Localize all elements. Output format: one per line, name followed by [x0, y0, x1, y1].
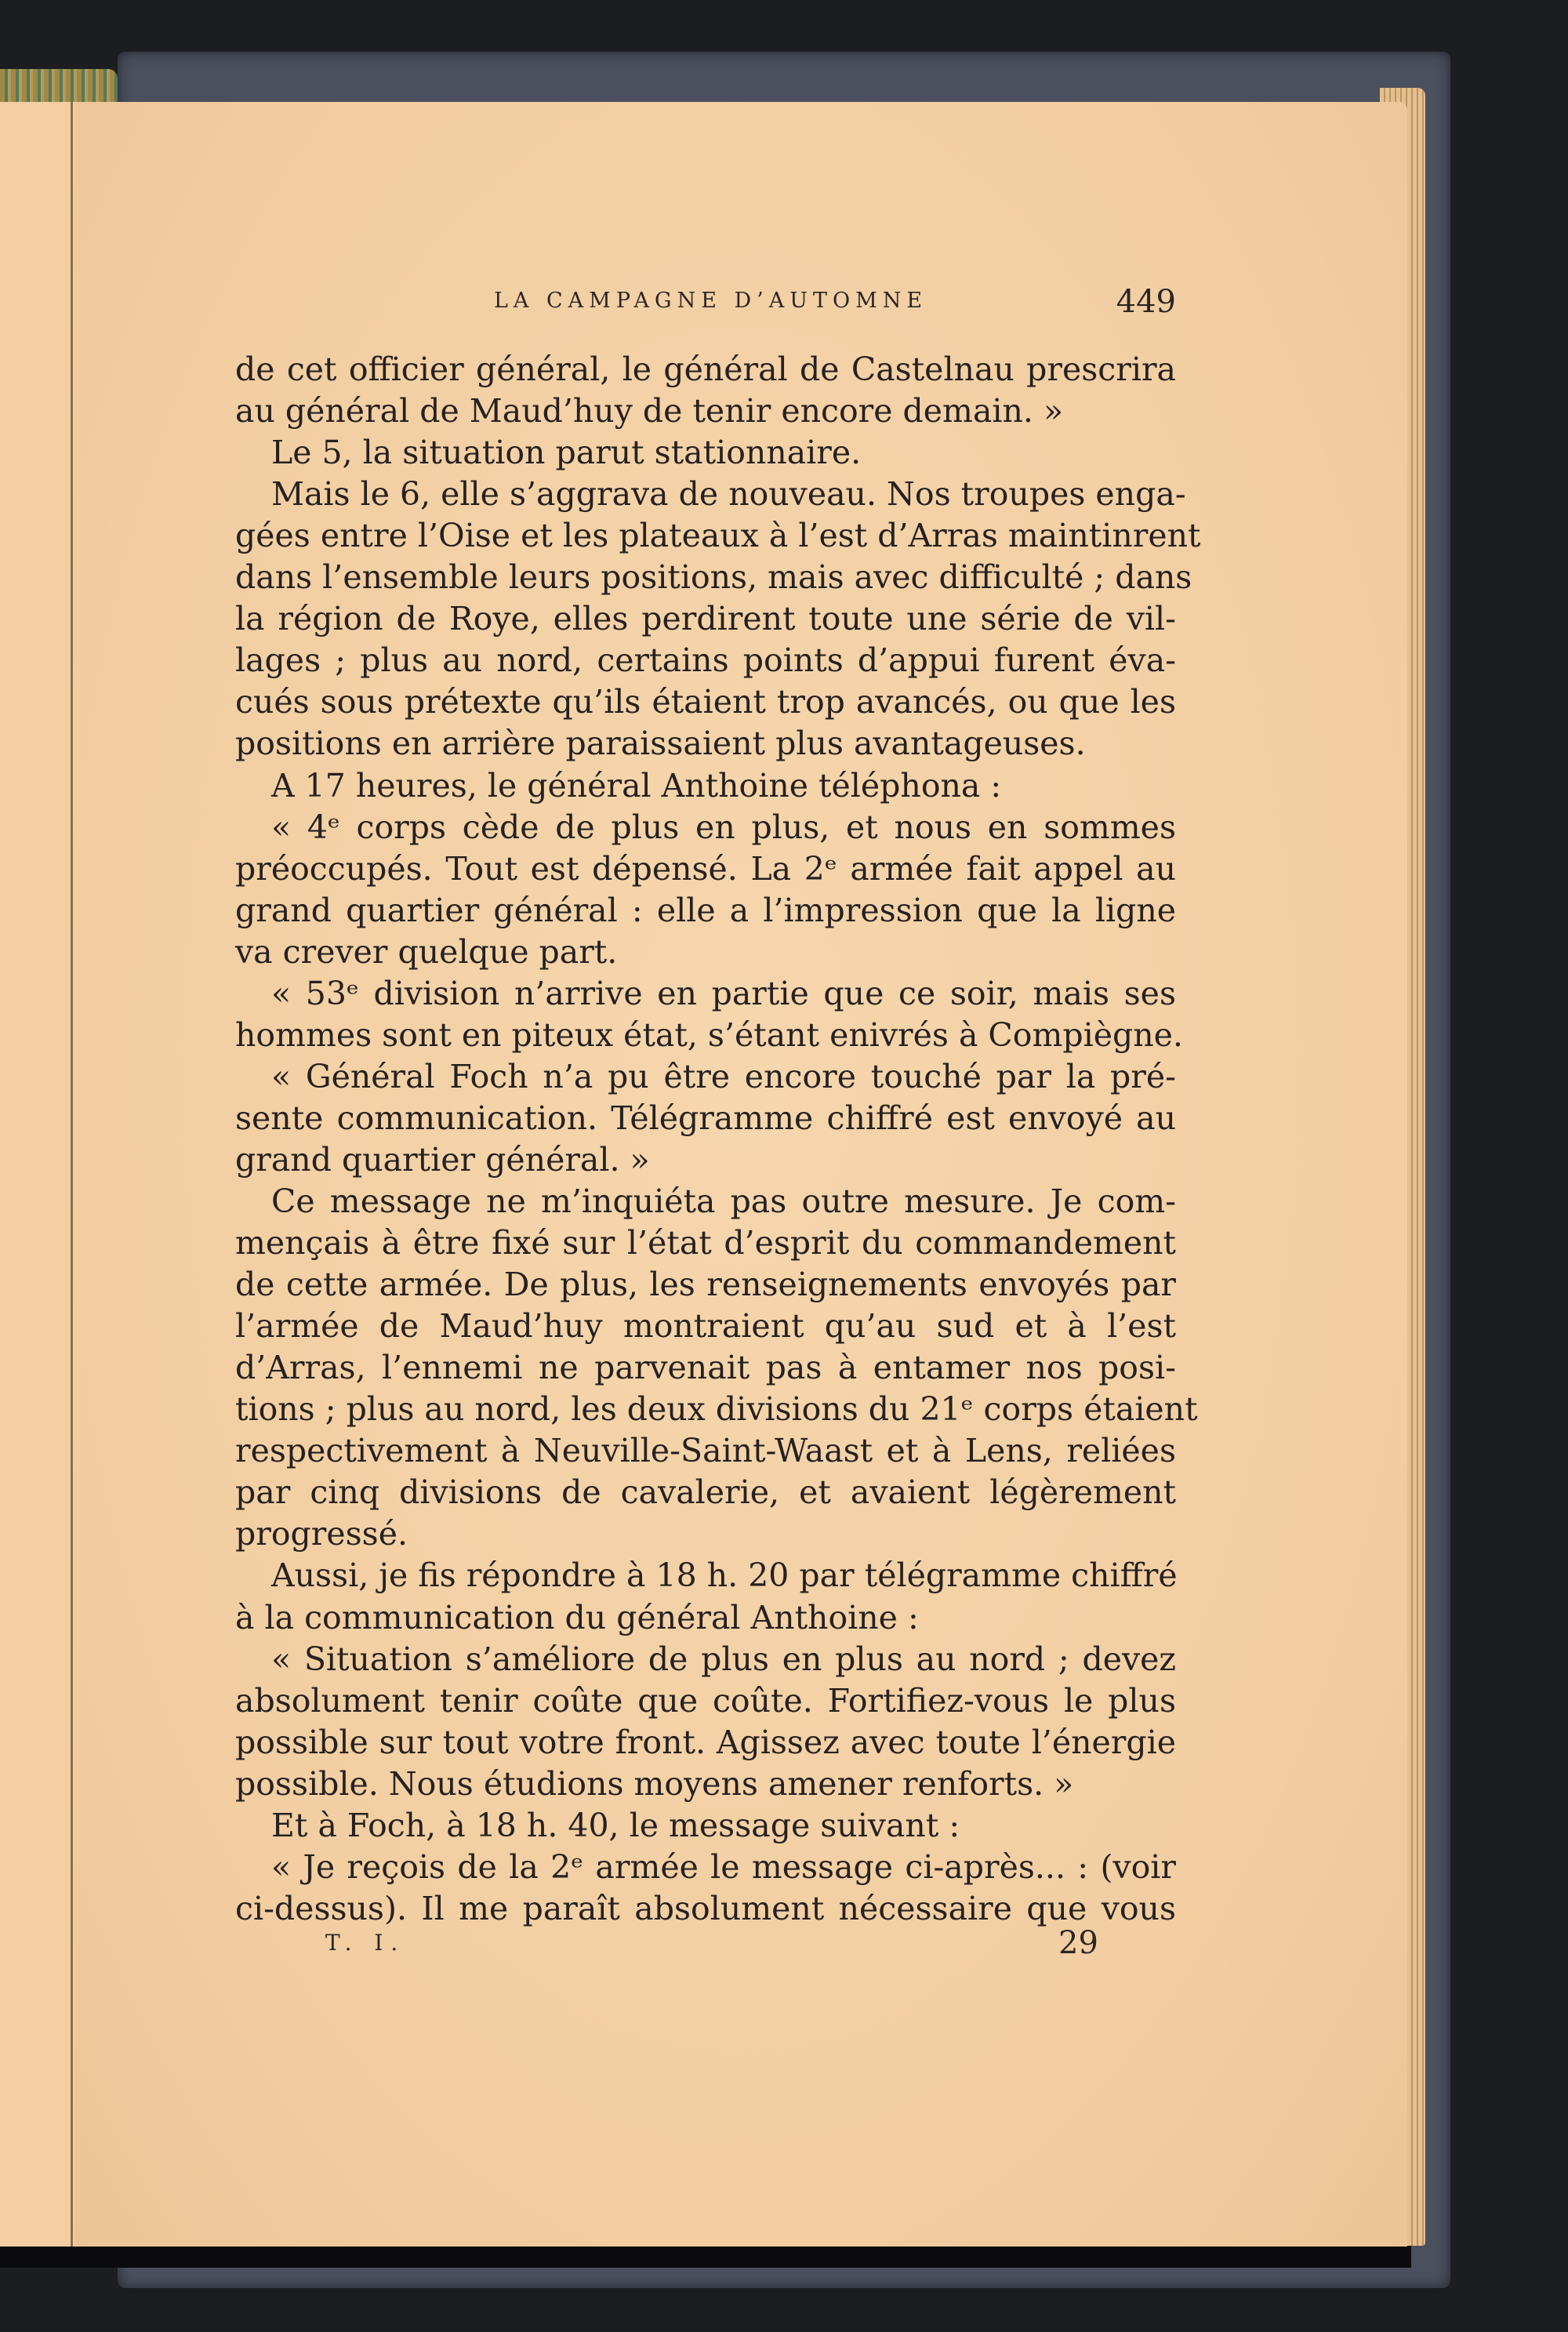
text-line: hommes sont en piteux état, s’étant enivrés à Compiègne.	[235, 1015, 1183, 1054]
left-page-edge	[0, 102, 75, 2247]
text-line: grand quartier général. »	[235, 1140, 650, 1179]
page-footer	[235, 1925, 1176, 1964]
text-line: de cet officier général, le général de Castelnau prescrira	[235, 351, 1176, 388]
page-number: 449	[1116, 284, 1176, 320]
text-line: « 53ᵉ division n’arrive en partie que ce soir, mais ses	[271, 974, 1176, 1012]
text-line: « Je reçois de la 2ᵉ armée le message ci-après... : (voir	[271, 1847, 1176, 1886]
text-line: gées entre l’Oise et les plateaux à l’est d’Arras maintinrent	[235, 517, 1201, 555]
running-head	[235, 284, 1176, 323]
text-line: grand quartier général : elle a l’impression que la ligne	[235, 891, 1176, 929]
headband	[0, 69, 118, 104]
text-line: possible. Nous étudions moyens amener renforts. »	[235, 1764, 1074, 1803]
text-line: Le 5, la situation parut stationnaire.	[271, 434, 862, 472]
text-line: par cinq divisions de cavalerie, et avaient légèrement	[235, 1473, 1176, 1512]
text-line: absolument tenir coûte que coûte. Fortifiez-vous le plus	[235, 1681, 1176, 1720]
running-title: LA CAMPAGNE D’AUTOMNE	[494, 289, 928, 313]
text-line: au général de Maud’huy de tenir encore demain. »	[235, 392, 1064, 430]
text-line: Et à Foch, à 18 h. 40, le message suivant :	[271, 1806, 960, 1844]
text-line: positions en arrière paraissaient plus avantageuses.	[235, 725, 1086, 763]
text-line: respectivement à Neuville-Saint-Waast et à Lens, reliées	[235, 1432, 1176, 1470]
text-line: ci-dessus). Il me paraît absolument nécessaire que vous	[235, 1889, 1176, 1927]
text-line: lages ; plus au nord, certains points d’appui furent éva-	[235, 641, 1176, 680]
text-line: va crever quelque part.	[235, 932, 618, 971]
cover-shadow	[0, 2244, 1411, 2268]
text-line: « Général Foch n’a pu être encore touché par la pré-	[271, 1057, 1176, 1095]
text-line: d’Arras, l’ennemi ne parvenait pas à entamer nos posi-	[235, 1349, 1176, 1387]
text-line: mençais à être fixé sur l’état d’esprit du commandement	[235, 1224, 1176, 1262]
text-line: « 4ᵉ corps cède de plus en plus, et nous en sommes	[271, 808, 1176, 846]
text-line: possible sur tout votre front. Agissez avec toute l’énergie	[235, 1723, 1176, 1761]
text-line: Ce message ne m’inquiéta pas outre mesure. Je com-	[271, 1182, 1176, 1220]
signature-number: 29	[1058, 1925, 1098, 1961]
text-line: « Situation s’améliore de plus en plus au nord ; devez	[271, 1640, 1176, 1678]
text-line: de cette armée. De plus, les renseignements envoyés par	[235, 1266, 1176, 1304]
text-line: dans l’ensemble leurs positions, mais avec difficulté ; dans	[235, 558, 1192, 597]
gutter	[71, 102, 73, 2247]
text-line: tions ; plus au nord, les deux divisions du 21ᵉ corps étaient	[235, 1390, 1198, 1429]
text-line: A 17 heures, le général Anthoine téléphona :	[271, 766, 1002, 805]
text-line: la région de Roye, elles perdirent toute une série de vil-	[235, 600, 1176, 638]
text-line: progressé.	[235, 1515, 408, 1553]
text-line: à la communication du général Anthoine :	[235, 1598, 919, 1636]
text-line: l’armée de Maud’huy montraient qu’au sud et à l’est	[235, 1307, 1176, 1346]
text-line: sente communication. Télégramme chiffré est envoyé au	[235, 1099, 1176, 1137]
text-line: Aussi, je fis répondre à 18 h. 20 par télégramme chiffré	[271, 1556, 1178, 1595]
text-line: préoccupés. Tout est dépensé. La 2ᵉ armée fait appel au	[235, 849, 1176, 888]
text-line: Mais le 6, elle s’aggrava de nouveau. Nos troupes enga-	[271, 475, 1186, 514]
text-line: cués sous prétexte qu’ils étaient trop avancés, ou que les	[235, 683, 1176, 721]
signature-mark: T. I.	[325, 1930, 406, 1956]
